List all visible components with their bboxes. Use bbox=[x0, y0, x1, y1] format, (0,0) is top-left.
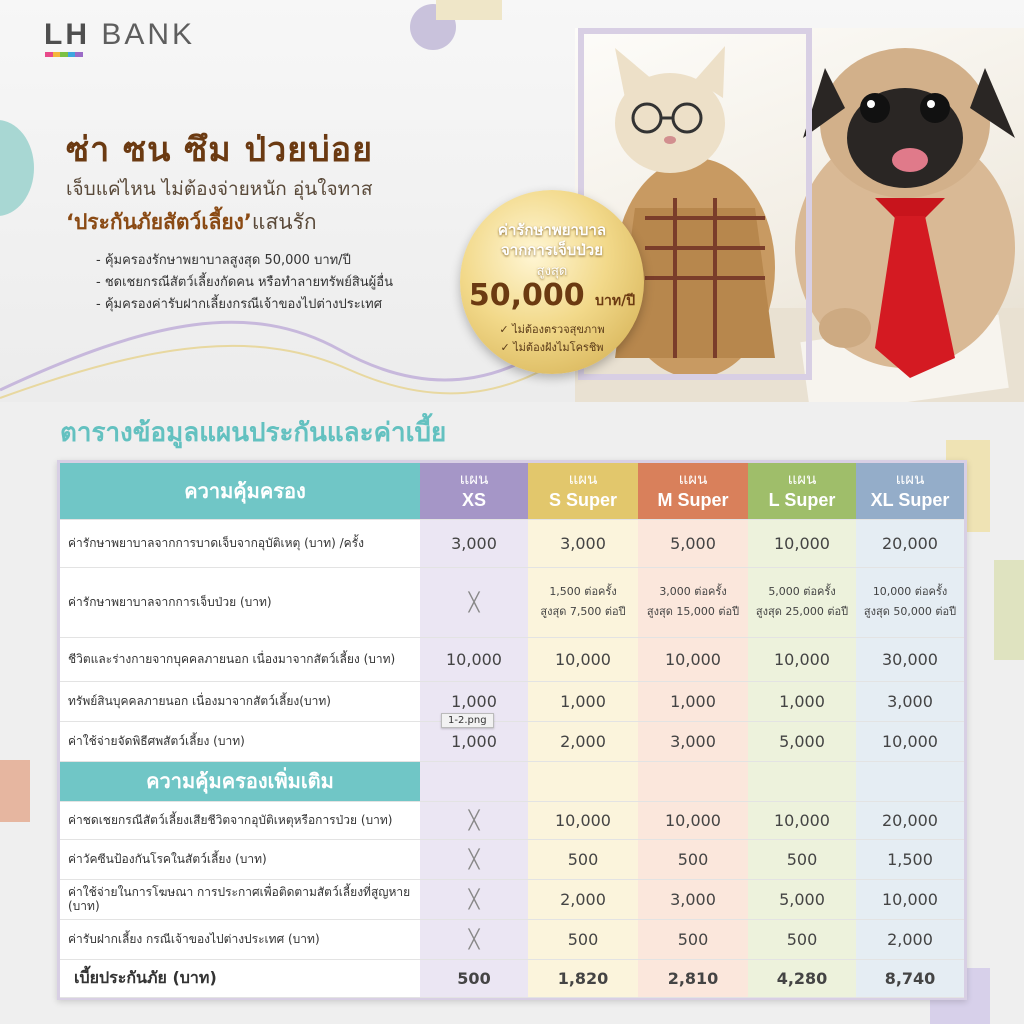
table-cell bbox=[420, 637, 528, 681]
cell-value: 1,500 bbox=[887, 849, 933, 869]
cell-value: 10,000 bbox=[774, 649, 830, 669]
cell-value: 1,000 bbox=[451, 731, 497, 751]
table-cell bbox=[528, 879, 638, 919]
table-row bbox=[60, 567, 964, 637]
table-cell bbox=[528, 567, 638, 637]
cell-value: 10,000 bbox=[774, 810, 830, 830]
banner-headline: ซ่า ซน ซึม ป่วยบ่อย bbox=[66, 130, 374, 170]
cell-value: 500 bbox=[786, 849, 818, 869]
table-row bbox=[60, 919, 964, 959]
table-cell bbox=[528, 801, 638, 839]
row-label: ทรัพย์สินบุคคลภายนอก เนื่องมาจากสัตว์เลี้ยง(บาท) bbox=[60, 681, 420, 721]
plan-header-xl[interactable] bbox=[856, 463, 964, 519]
coverage-seal bbox=[460, 190, 644, 374]
table-cell bbox=[856, 637, 964, 681]
table-cell bbox=[528, 919, 638, 959]
banner-subtitle-2 bbox=[66, 206, 317, 239]
cell-value: 3,000 bbox=[560, 533, 606, 553]
deco-block-left bbox=[0, 760, 30, 822]
seal-line-3: สูงสุด bbox=[536, 264, 568, 279]
cell-value: 500 bbox=[677, 849, 709, 869]
banner-subtitle-1: เจ็บแค่ไหน ไม่ต้องจ่ายหนัก อุ่นใจทาส bbox=[66, 178, 373, 200]
additional-coverage-row bbox=[60, 761, 964, 801]
cell-value: 5,000 bbox=[779, 731, 825, 751]
not-covered-icon: ╳ bbox=[420, 567, 528, 637]
benefit-item: - ชดเชยกรณีสัตว์เลี้ยงกัดคน หรือทำลายทรัพย์สินผู้อื่น bbox=[96, 272, 393, 294]
table-cell bbox=[638, 919, 748, 959]
cell-value: 20,000 bbox=[882, 533, 938, 553]
table-cell bbox=[420, 959, 528, 997]
table-cell bbox=[748, 801, 856, 839]
cell-value: 1,820 bbox=[557, 968, 609, 988]
empty-cell bbox=[420, 761, 528, 801]
cell-value: 1,000 bbox=[779, 691, 825, 711]
table-cell bbox=[638, 567, 748, 637]
plan-name: XL Super bbox=[870, 489, 950, 510]
cell-value: 2,000 bbox=[560, 731, 606, 751]
row-label: ค่าชดเชยกรณีสัตว์เลี้ยงเสียชีวิตจากอุบัติเหตุหรือการป่วย (บาท) bbox=[60, 801, 420, 839]
row-label: เบี้ยประกันภัย (บาท) bbox=[60, 959, 420, 997]
cell-value: 500 bbox=[567, 849, 599, 869]
seal-amount bbox=[460, 278, 644, 313]
table-cell bbox=[856, 681, 964, 721]
row-label: ค่ารับฝากเลี้ยง กรณีเจ้าของไปต่างประเทศ (บาท) bbox=[60, 919, 420, 959]
cell-value: 500 bbox=[677, 929, 709, 949]
table-cell bbox=[748, 839, 856, 879]
plan-name: XS bbox=[461, 489, 486, 510]
plan-table bbox=[60, 463, 964, 998]
deco-block-right-2 bbox=[994, 560, 1024, 660]
cell-line: 1,500 ต่อครั้ง bbox=[549, 585, 617, 598]
plan-label: แผน bbox=[568, 470, 598, 488]
brand-logo[interactable] bbox=[44, 18, 195, 52]
table-cell bbox=[856, 959, 964, 997]
cell-line: 10,000 ต่อครั้ง bbox=[872, 585, 948, 598]
table-row bbox=[60, 681, 964, 721]
empty-cell bbox=[638, 761, 748, 801]
table-cell bbox=[856, 879, 964, 919]
cell-value: 10,000 bbox=[882, 731, 938, 751]
table-cell bbox=[748, 519, 856, 567]
logo-color-bar bbox=[45, 52, 83, 57]
cell-value: 1,000 bbox=[451, 691, 497, 711]
filename-tooltip: 1-2.png bbox=[441, 713, 494, 728]
seal-line-1: ค่ารักษาพยาบาล bbox=[497, 221, 607, 239]
cell-value: 500 bbox=[786, 929, 818, 949]
coverage-header: ความคุ้มครอง bbox=[60, 463, 420, 519]
cell-value: 3,000 bbox=[670, 731, 716, 751]
logo-lh: LH bbox=[44, 18, 90, 51]
cell-value: 500 bbox=[457, 968, 491, 988]
cell-value: 30,000 bbox=[882, 649, 938, 669]
table-row bbox=[60, 879, 964, 919]
cell-line: สูงสุด 50,000 ต่อปี bbox=[863, 605, 957, 618]
section-title: ตารางข้อมูลแผนประกันและค่าเบี้ย bbox=[60, 418, 447, 448]
plan-label: แผน bbox=[459, 470, 489, 488]
seal-check-2: ✓ ไม่ต้องฝังไมโครชิพ bbox=[500, 341, 604, 354]
cell-value: 10,000 bbox=[446, 649, 502, 669]
subtitle-highlight: ‘ประกันภัยสัตว์เลี้ยง’ bbox=[66, 210, 252, 234]
cell-value: 10,000 bbox=[774, 533, 830, 553]
table-cell bbox=[856, 919, 964, 959]
table-cell bbox=[856, 839, 964, 879]
not-covered-icon: ╳ bbox=[420, 879, 528, 919]
cell-value: 2,810 bbox=[667, 968, 719, 988]
plan-name: M Super bbox=[657, 489, 729, 510]
row-label: ชีวิตและร่างกายจากบุคคลภายนอก เนื่องมาจากสัตว์เลี้ยง (บาท) bbox=[60, 637, 420, 681]
subtitle-rest: แสนรัก bbox=[251, 210, 317, 234]
cell-value: 10,000 bbox=[665, 649, 721, 669]
table-cell bbox=[748, 681, 856, 721]
cell-value: 500 bbox=[567, 929, 599, 949]
plan-header-s[interactable] bbox=[528, 463, 638, 519]
plan-table-container bbox=[57, 460, 967, 1000]
cell-value: 10,000 bbox=[882, 889, 938, 909]
plan-label: แผน bbox=[678, 470, 708, 488]
table-cell bbox=[748, 637, 856, 681]
cell-line: สูงสุด 15,000 ต่อปี bbox=[646, 605, 740, 618]
seal-line-2: จากการเจ็บป่วย bbox=[500, 241, 604, 259]
table-row bbox=[60, 801, 964, 839]
table-cell bbox=[420, 519, 528, 567]
additional-coverage-header: ความคุ้มครองเพิ่มเติม bbox=[60, 761, 420, 801]
table-cell bbox=[748, 567, 856, 637]
cell-value: 1,000 bbox=[560, 691, 606, 711]
plan-header-xs[interactable] bbox=[420, 463, 528, 519]
logo-bank: BANK bbox=[101, 18, 196, 51]
plan-label: แผน bbox=[787, 470, 817, 488]
table-cell bbox=[638, 519, 748, 567]
cell-value: 3,000 bbox=[670, 889, 716, 909]
cell-value: 5,000 bbox=[779, 889, 825, 909]
not-covered-icon: ╳ bbox=[420, 919, 528, 959]
cell-value: 8,740 bbox=[884, 968, 936, 988]
table-body bbox=[60, 519, 964, 997]
table-cell bbox=[528, 959, 638, 997]
cell-value: 10,000 bbox=[555, 810, 611, 830]
row-label: ค่าวัคซีนป้องกันโรคในสัตว์เลี้ยง (บาท) bbox=[60, 839, 420, 879]
table-cell bbox=[856, 519, 964, 567]
row-label: ค่าใช้จ่ายในการโฆษณา การประกาศเพื่อติดตามสัตว์เลี้ยงที่สูญหาย (บาท) bbox=[60, 879, 420, 919]
cell-value: 1,000 bbox=[670, 691, 716, 711]
plan-header-m[interactable] bbox=[638, 463, 748, 519]
plan-name: S Super bbox=[548, 489, 618, 510]
cell-value: 20,000 bbox=[882, 810, 938, 830]
row-label: ค่าใช้จ่ายจัดพิธีศพสัตว์เลี้ยง (บาท) bbox=[60, 721, 420, 761]
cell-line: สูงสุด 7,500 ต่อปี bbox=[540, 605, 626, 618]
not-covered-icon: ╳ bbox=[420, 839, 528, 879]
table-cell bbox=[638, 681, 748, 721]
seal-check-1: ✓ ไม่ต้องตรวจสุขภาพ bbox=[499, 323, 605, 336]
table-header-row bbox=[60, 463, 964, 519]
seal-amount-unit: บาท/ปี bbox=[595, 293, 636, 309]
table-cell bbox=[638, 839, 748, 879]
table-cell bbox=[638, 959, 748, 997]
table-row bbox=[60, 519, 964, 567]
table-cell bbox=[748, 721, 856, 761]
table-cell bbox=[856, 567, 964, 637]
not-covered-icon: ╳ bbox=[420, 801, 528, 839]
table-cell bbox=[856, 721, 964, 761]
cell-value: 3,000 bbox=[451, 533, 497, 553]
cell-value: 2,000 bbox=[887, 929, 933, 949]
plan-header-l[interactable] bbox=[748, 463, 856, 519]
deco-teal-circle bbox=[0, 120, 34, 216]
table-cell bbox=[528, 637, 638, 681]
empty-cell bbox=[748, 761, 856, 801]
row-label: ค่ารักษาพยาบาลจากการบาดเจ็บจากอุบัติเหตุ (บาท) /ครั้ง bbox=[60, 519, 420, 567]
cell-value: 2,000 bbox=[560, 889, 606, 909]
promo-banner bbox=[0, 0, 1024, 402]
empty-cell bbox=[528, 761, 638, 801]
benefit-list bbox=[96, 250, 393, 316]
empty-cell bbox=[856, 761, 964, 801]
table-cell bbox=[528, 681, 638, 721]
cell-line: 5,000 ต่อครั้ง bbox=[768, 585, 836, 598]
cell-value: 4,280 bbox=[776, 968, 828, 988]
cell-value: 10,000 bbox=[555, 649, 611, 669]
table-cell bbox=[528, 519, 638, 567]
seal-amount-value: 50,000 bbox=[468, 278, 585, 313]
table-cell bbox=[528, 839, 638, 879]
table-cell bbox=[638, 637, 748, 681]
benefit-item: - คุ้มครองรักษาพยาบาลสูงสุด 50,000 บาท/ปี bbox=[96, 250, 393, 272]
cell-line: 3,000 ต่อครั้ง bbox=[659, 585, 727, 598]
table-row bbox=[60, 721, 964, 761]
table-cell bbox=[856, 801, 964, 839]
table-cell bbox=[748, 919, 856, 959]
plan-label: แผน bbox=[895, 470, 925, 488]
cell-value: 10,000 bbox=[665, 810, 721, 830]
table-cell bbox=[748, 879, 856, 919]
cell-value: 3,000 bbox=[887, 691, 933, 711]
table-cell bbox=[638, 801, 748, 839]
table-cell bbox=[638, 879, 748, 919]
table-cell bbox=[528, 721, 638, 761]
table-row bbox=[60, 637, 964, 681]
deco-square bbox=[436, 0, 502, 20]
table-row bbox=[60, 959, 964, 997]
table-cell bbox=[748, 959, 856, 997]
table-cell bbox=[638, 721, 748, 761]
benefit-item: - คุ้มครองค่ารับฝากเลี้ยงกรณีเจ้าของไปต่างประเทศ bbox=[96, 294, 393, 316]
table-row bbox=[60, 839, 964, 879]
plan-name: L Super bbox=[768, 489, 836, 510]
cell-value: 5,000 bbox=[670, 533, 716, 553]
row-label: ค่ารักษาพยาบาลจากการเจ็บป่วย (บาท) bbox=[60, 567, 420, 637]
cell-line: สูงสุด 25,000 ต่อปี bbox=[755, 605, 849, 618]
